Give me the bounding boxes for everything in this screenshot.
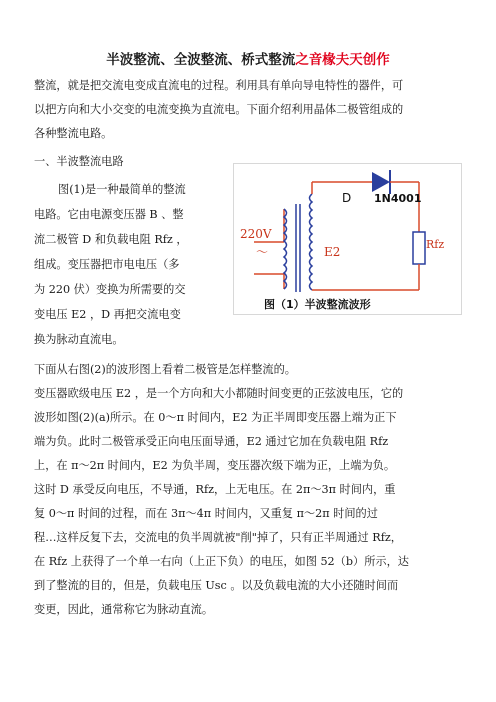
diode-label: D (342, 191, 352, 205)
body-line-6: 这时 D 承受反向电压，不导通，Rfz，上无电压。在 2π～3π 时间内，重 (34, 483, 396, 496)
wrap-line-4: 组成。变压器把市电电压（多 (34, 258, 180, 271)
body-line-7: 复 0～π 时间的过程，而在 3π～4π 时间内，又重复 π～2π 时间的过 (34, 507, 378, 520)
body-line-2: 变压器欧级电压 E2 ，是一个方向和大小都随时间变更的正弦波电压，它的 (34, 387, 404, 400)
body-line-9: 在 Rfz 上获得了一个单一右向（上正下负）的电压，如图 52（b）所示，达 (34, 555, 409, 568)
load-resistor (413, 232, 425, 264)
body-line-4: 端为负。此时二极管承受正向电压面导通，E2 通过它加在负载电阻 Rfz (34, 435, 389, 448)
wrap-line-2: 电路。它由电源变压器 B 、整 (34, 208, 184, 221)
intro-line-2: 以把方向和大小交变的电流变换为直流电。下面介绍利用晶体二极管组成的 (34, 103, 404, 116)
document-title (0, 48, 496, 68)
section-heading: 一、半波整流电路 (34, 155, 124, 168)
half-wave-circuit-diagram (234, 164, 461, 314)
body-line-10: 到了整流的目的，但是，负载电压 Usc 。以及负载电流的大小还随时间而 (34, 579, 399, 592)
voltage-label: 220V (240, 227, 272, 241)
wrap-line-5: 为 220 伏）变换为所需要的交 (34, 283, 186, 296)
intro-line-1: 整流，就是把交流电变成直流电的过程。利用具有单向导电特性的器件，可 (34, 79, 404, 92)
title-main: 半波整流、全波整流、桥式整流 (106, 52, 296, 68)
circuit-figure (233, 163, 462, 315)
wrap-line-6: 变电压 E2 ，D 再把交流电变 (34, 308, 181, 321)
diode-part-label: 1N4001 (374, 192, 422, 205)
diode-symbol (372, 172, 390, 192)
wrap-line-7: 换为脉动直流电。 (34, 333, 124, 346)
ac-symbol: ～ (256, 245, 269, 259)
wrap-line-3: 流二极管 D 和负载电阻 Rfz ， (34, 233, 188, 246)
body-line-3: 波形如图(2)(a)所示。在 0～π 时间内，E2 为正半周即变压器上端为正下 (34, 411, 397, 424)
wrap-line-1: 图(1)是一种最简单的整流 (58, 183, 186, 196)
body-line-5: 上，在 π～2π 时间内，E2 为负半周，变压器次级下端为正，上端为负。 (34, 459, 396, 472)
body-line-11: 变更，因此，通常称它为脉动直流。 (34, 603, 214, 616)
body-line-8: 程…这样反复下去，交流电的负半周就被"削"掉了，只有正半周通过 Rfz， (34, 531, 402, 544)
title-suffix: 之音椽夫天创作 (295, 52, 390, 68)
secondary-coil (310, 194, 313, 290)
resistor-label: Rfz (426, 238, 445, 251)
body-line-1: 下面从右图(2)的波形图上看着二极管是怎样整流的。 (34, 363, 296, 376)
e2-label: E2 (324, 245, 341, 259)
intro-line-3: 各种整流电路。 (34, 127, 113, 140)
figure-caption: 图（1）半波整流波形 (264, 298, 371, 311)
